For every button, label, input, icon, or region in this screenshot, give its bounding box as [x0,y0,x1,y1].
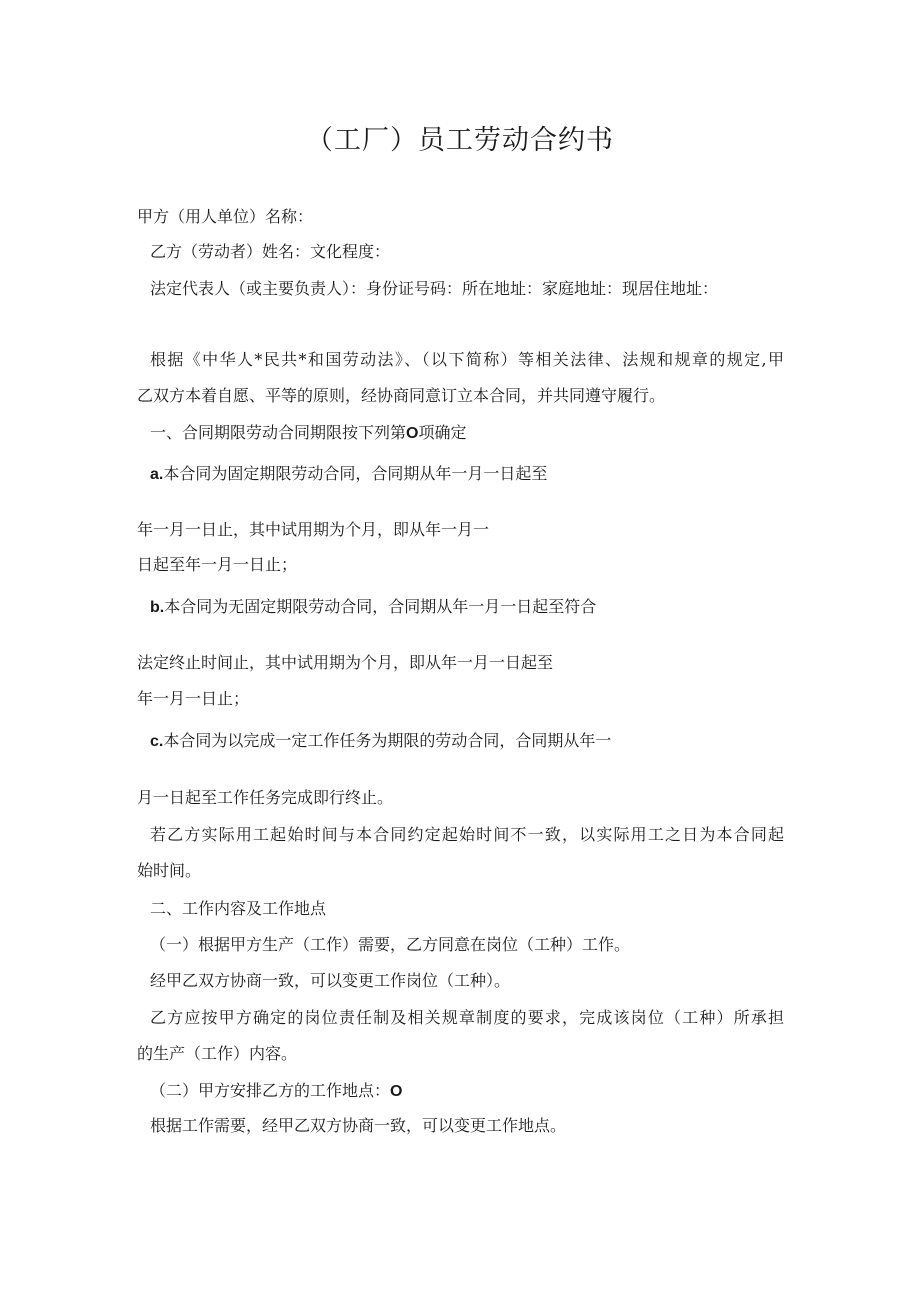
section-2-para-5: 根据工作需要，经甲乙双方协商一致，可以变更工作地点。 [150,1116,567,1135]
section-2-para-3-line-2: 的生产（工作）内容。 [137,1044,298,1063]
section-2-para-4-text: （二）甲方安排乙方的工作地点： [150,1081,391,1100]
start-date-note-2: 始时间。 [137,861,202,880]
section-1-heading-text: 一、合同期限劳动合同期限按下列第 [150,423,407,442]
clause-c [150,733,611,750]
clause-b-label: b. [150,599,165,616]
section-2-para-1: （一）根据甲方生产（工作）需要，乙方同意在岗位（工种）工作。 [150,935,631,954]
section-2-para-3-line-1: 乙方应按甲方确定的岗位责任制及相关规章制度的要求，完成该岗位（工种）所承担 [150,1008,784,1027]
clause-b [150,599,596,616]
clause-b-continuation-2: 年一月一日止； [137,689,250,708]
section-1-heading [150,425,466,442]
clause-b-text: 本合同为无固定期限劳动合同，合同期从年一月一日起至符合 [164,597,597,616]
clause-c-continuation: 月一日起至工作任务完成即行终止。 [137,788,394,807]
clause-c-text: 本合同为以完成一定工作任务为期限的劳动合同，合同期从年一 [163,731,612,750]
section-2-heading: 二、工作内容及工作地点 [150,899,327,918]
section-2-para-4-mark: O [390,1083,403,1100]
party-a-field: 甲方（用人单位）名称： [137,207,314,226]
party-b-field: 乙方（劳动者）姓名：文化程度： [150,242,391,261]
clause-c-label: c. [150,733,164,750]
section-1-heading-mark: O [406,425,419,442]
clause-a-text: 本合同为固定期限劳动合同，合同期从年一月一日起至 [163,464,548,483]
document-title: （工厂）员工劳动合约书 [306,125,614,156]
section-1-heading-tail: 项确定 [418,423,467,442]
start-date-note-1: 若乙方实际用工起始时间与本合同约定起始时间不一致，以实际用工之日为本合同起 [150,825,784,844]
clause-a-continuation-2: 日起至年一月一日止； [137,555,298,574]
section-2-para-4 [150,1083,402,1100]
section-2-para-2: 经甲乙双方协商一致，可以变更工作岗位（工种）。 [150,971,511,990]
clause-a-label: a. [150,466,164,483]
clause-a-continuation-1: 年一月一日止，其中试用期为个月，即从年一月一 [137,520,490,539]
clause-b-continuation-1: 法定终止时间止，其中试用期为个月，即从年一月一日起至 [137,653,554,672]
representative-field: 法定代表人（或主要负责人）：身份证号码：所在地址：家庭地址：现居住地址： [150,279,719,298]
clause-a [150,466,547,483]
preamble-line-2: 乙双方本着自愿、平等的原则，经协商同意订立本合同，并共同遵守履行。 [137,386,666,405]
preamble-line-1: 根据《中华人*民共*和国劳动法》、（以下简称）等相关法律、法规和规章的规定,甲 [150,350,784,369]
